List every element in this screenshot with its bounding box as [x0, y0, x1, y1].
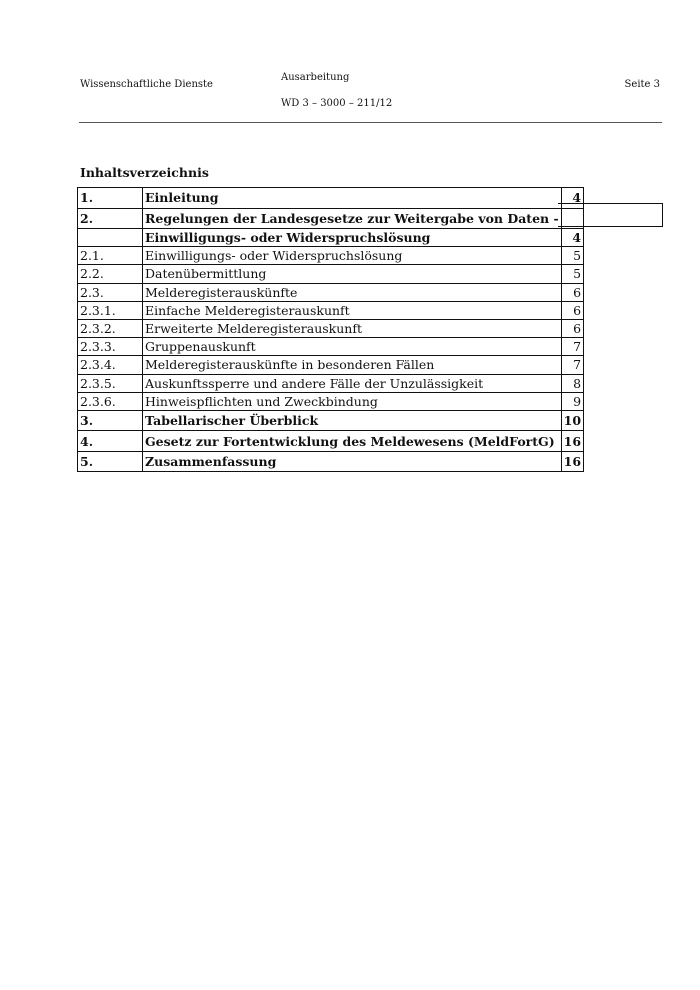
toc-number: 2. — [78, 208, 143, 229]
toc-page: 7 — [561, 338, 583, 356]
toc-row — [78, 301, 584, 319]
toc-row — [78, 319, 584, 337]
toc-title: Inhaltsverzeichnis — [80, 165, 209, 180]
header-page-label: Seite 3 — [624, 79, 660, 90]
table-overflow-border — [558, 203, 663, 227]
toc-number: 5. — [78, 451, 143, 472]
toc-row — [78, 392, 584, 410]
header-divider — [79, 122, 662, 123]
header-doc-number: WD 3 – 3000 – 211/12 — [281, 98, 393, 109]
toc-row — [78, 356, 584, 374]
toc-text[interactable]: Melderegisterauskünfte — [143, 283, 562, 301]
toc-number: 2.2. — [78, 265, 143, 283]
toc-number: 2.3.5. — [78, 374, 143, 392]
toc-text[interactable]: Einwilligungs- oder Widerspruchslösung — [143, 229, 562, 247]
toc-number: 3. — [78, 410, 143, 431]
toc-text[interactable]: Zusammenfassung — [143, 451, 562, 472]
toc-page: 7 — [561, 356, 583, 374]
toc-row — [78, 338, 584, 356]
toc-number: 4. — [78, 431, 143, 452]
toc-row — [78, 374, 584, 392]
toc-text[interactable]: Auskunftssperre und andere Fälle der Unzulässigkeit — [143, 374, 562, 392]
toc-page: 10 — [561, 410, 583, 431]
toc-row — [78, 451, 584, 472]
toc-text[interactable]: Einleitung — [143, 188, 562, 209]
toc-page: 16 — [561, 431, 583, 452]
toc-text[interactable]: Hinweispflichten und Zweckbindung — [143, 392, 562, 410]
toc-row — [78, 208, 584, 229]
toc-text[interactable]: Erweiterte Melderegisterauskunft — [143, 319, 562, 337]
toc-text[interactable]: Einfache Melderegisterauskunft — [143, 301, 562, 319]
toc-text[interactable]: Einwilligungs- oder Widerspruchslösung — [143, 247, 562, 265]
toc-row — [78, 431, 584, 452]
toc-table — [77, 187, 584, 472]
toc-page: 6 — [561, 283, 583, 301]
toc-number: 2.3.3. — [78, 338, 143, 356]
toc-number: 2.3.2. — [78, 319, 143, 337]
toc-text[interactable]: Gruppenauskunft — [143, 338, 562, 356]
toc-text[interactable]: Datenübermittlung — [143, 265, 562, 283]
toc-row — [78, 410, 584, 431]
toc-page: 8 — [561, 374, 583, 392]
toc-number: 2.3.4. — [78, 356, 143, 374]
header-doc-type: Ausarbeitung — [281, 72, 350, 83]
toc-text[interactable]: Melderegisterauskünfte in besonderen Fällen — [143, 356, 562, 374]
toc-page: 4 — [561, 188, 583, 209]
toc-number: 2.1. — [78, 247, 143, 265]
header-institution: Wissenschaftliche Dienste — [80, 79, 213, 90]
toc-text[interactable]: Tabellarischer Überblick — [143, 410, 562, 431]
toc-row — [78, 229, 584, 247]
toc-number: 1. — [78, 188, 143, 209]
toc-text[interactable]: Gesetz zur Fortentwicklung des Meldewesens (MeldFortG) — [143, 431, 562, 452]
toc-text[interactable]: Regelungen der Landesgesetze zur Weitergabe von Daten - — [143, 208, 562, 229]
toc-number: 2.3.1. — [78, 301, 143, 319]
toc-row — [78, 265, 584, 283]
toc-page: 16 — [561, 451, 583, 472]
toc-page: 4 — [561, 229, 583, 247]
toc-page: 6 — [561, 319, 583, 337]
toc-row — [78, 247, 584, 265]
toc-number: 2.3.6. — [78, 392, 143, 410]
toc-page: 6 — [561, 301, 583, 319]
toc-number — [78, 229, 143, 247]
toc-row — [78, 283, 584, 301]
toc-row — [78, 188, 584, 209]
toc-page: 9 — [561, 392, 583, 410]
toc-page: 5 — [561, 247, 583, 265]
toc-number: 2.3. — [78, 283, 143, 301]
toc-page: 5 — [561, 265, 583, 283]
